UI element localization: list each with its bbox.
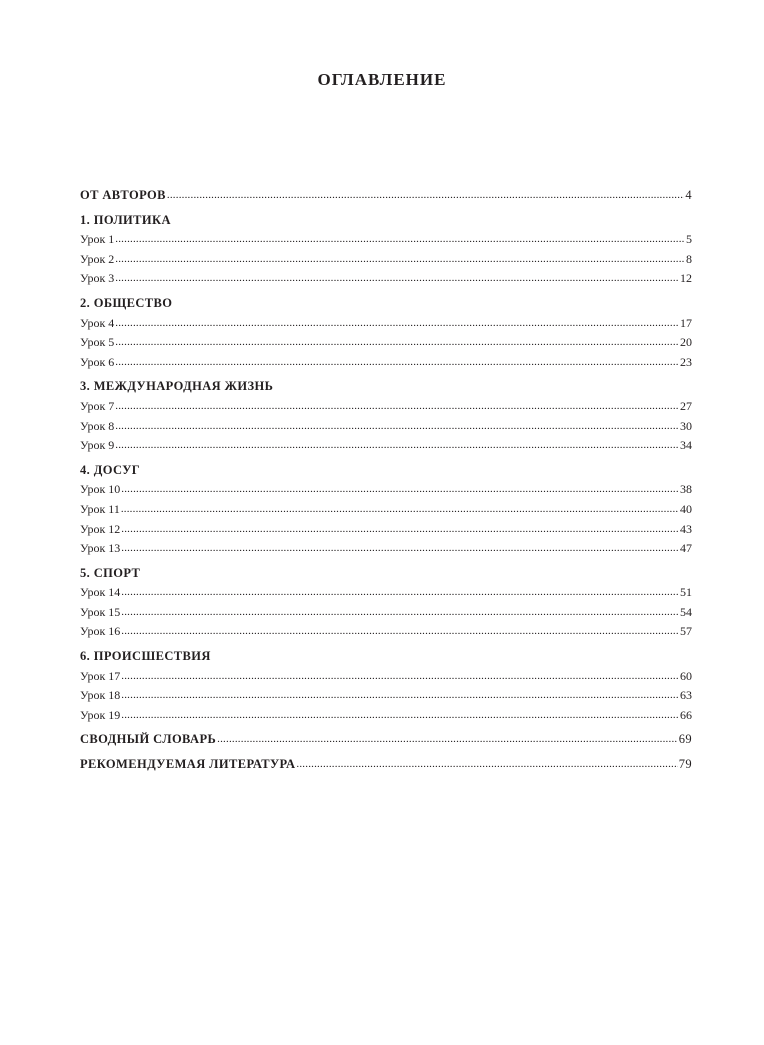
toc-entry-label: ОТ АВТОРОВ: [80, 188, 166, 202]
page-title: ОГЛАВЛЕНИЕ: [317, 70, 447, 89]
toc-lesson-label: Урок 6: [80, 354, 115, 369]
dot-leader: [121, 583, 679, 603]
toc-entry-glossary[interactable]: [80, 730, 692, 750]
toc-page-number: 54: [680, 604, 692, 619]
dot-leader: [115, 314, 679, 334]
toc-page-number: 30: [680, 418, 692, 433]
dot-leader: [115, 353, 679, 373]
toc-section-heading[interactable]: 4. ДОСУГ: [80, 462, 141, 477]
toc-section-heading[interactable]: 2. ОБЩЕСТВО: [80, 295, 173, 310]
toc-lesson-label: Урок 7: [80, 398, 115, 413]
toc-lesson-label: Урок 15: [80, 604, 121, 619]
dot-leader: [115, 417, 679, 437]
toc-lesson-entry[interactable]: [80, 353, 692, 373]
toc-lesson-label: Урок 16: [80, 624, 121, 639]
toc-lesson-entry[interactable]: [80, 706, 692, 726]
dot-leader: [167, 186, 684, 206]
dot-leader: [121, 539, 679, 559]
dot-leader: [115, 269, 679, 289]
toc-lesson-label: Урок 13: [80, 541, 121, 556]
toc-lesson-label: Урок 14: [80, 585, 121, 600]
toc-lesson-entry[interactable]: [80, 417, 692, 437]
dot-leader: [115, 250, 685, 270]
toc-lesson-label: Урок 5: [80, 335, 115, 350]
toc-section-heading[interactable]: 1. ПОЛИТИКА: [80, 212, 171, 227]
dot-leader: [121, 706, 679, 726]
toc-lesson-entry[interactable]: [80, 397, 692, 417]
toc-entry-literature[interactable]: [80, 755, 692, 775]
toc-lesson-entry[interactable]: [80, 622, 692, 642]
toc-page-number: 57: [680, 624, 692, 639]
toc-page-number: 17: [680, 315, 692, 330]
toc-lesson-label: Урок 3: [80, 271, 115, 286]
dot-leader: [121, 686, 679, 706]
toc-lesson-label: Урок 11: [80, 501, 120, 516]
toc-page-number: 27: [680, 398, 692, 413]
toc-lesson-label: Урок 19: [80, 707, 121, 722]
toc-page-number: 4: [685, 188, 692, 202]
toc-lesson-entry[interactable]: [80, 250, 692, 270]
toc-lesson-label: Урок 8: [80, 418, 115, 433]
toc-page-number: 79: [678, 757, 692, 772]
toc-lesson-entry[interactable]: [80, 539, 692, 559]
toc-lesson-entry[interactable]: [80, 500, 692, 520]
dot-leader: [115, 230, 685, 250]
dot-leader: [121, 500, 679, 520]
toc-lesson-label: Урок 12: [80, 521, 121, 536]
toc-page-number: 51: [680, 585, 692, 600]
toc-page-number: 43: [680, 521, 692, 536]
dot-leader: [121, 520, 679, 540]
toc-lesson-label: Урок 18: [80, 688, 121, 703]
toc-lesson-entry[interactable]: [80, 314, 692, 334]
dot-leader: [115, 436, 679, 456]
dot-leader: [115, 333, 679, 353]
toc-lesson-entry[interactable]: [80, 436, 692, 456]
dot-leader: [121, 622, 679, 642]
toc-entry-label: СВОДНЫЙ СЛОВАРЬ: [80, 732, 217, 747]
dot-leader: [115, 397, 679, 417]
dot-leader: [121, 480, 679, 500]
dot-leader: [217, 730, 678, 750]
table-of-contents: [80, 186, 692, 775]
toc-entry-intro[interactable]: [80, 186, 692, 206]
toc-lesson-label: Урок 2: [80, 251, 115, 266]
toc-page-number: 69: [678, 732, 692, 747]
toc-lesson-entry[interactable]: [80, 603, 692, 623]
dot-leader: [296, 755, 677, 775]
toc-page-number: 5: [686, 232, 692, 247]
toc-page-number: 38: [680, 482, 692, 497]
toc-page-number: 12: [680, 271, 692, 286]
toc-lesson-label: Урок 17: [80, 668, 121, 683]
toc-lesson-entry[interactable]: [80, 667, 692, 687]
toc-page-number: 60: [680, 668, 692, 683]
dot-leader: [121, 667, 679, 687]
toc-lesson-entry[interactable]: [80, 333, 692, 353]
toc-page-number: 40: [680, 501, 692, 516]
toc-lesson-label: Урок 9: [80, 438, 115, 453]
toc-entry-label: РЕКОМЕНДУЕМАЯ ЛИТЕРАТУРА: [80, 757, 296, 772]
toc-page-number: 20: [680, 335, 692, 350]
toc-lesson-entry[interactable]: [80, 230, 692, 250]
toc-page-number: 63: [680, 688, 692, 703]
toc-lesson-entry[interactable]: [80, 269, 692, 289]
toc-section-heading[interactable]: 6. ПРОИСШЕСТВИЯ: [80, 649, 211, 664]
toc-page-number: 47: [680, 541, 692, 556]
toc-section-heading[interactable]: 3. МЕЖДУНАРОДНАЯ ЖИЗНЬ: [80, 379, 274, 394]
toc-page-number: 8: [686, 251, 692, 266]
toc-lesson-entry[interactable]: [80, 583, 692, 603]
dot-leader: [121, 603, 679, 623]
toc-section-heading[interactable]: 5. СПОРТ: [80, 565, 141, 580]
toc-lesson-label: Урок 10: [80, 482, 121, 497]
toc-lesson-entry[interactable]: [80, 520, 692, 540]
toc-lesson-entry[interactable]: [80, 480, 692, 500]
toc-page-number: 34: [680, 438, 692, 453]
toc-lesson-label: Урок 4: [80, 315, 115, 330]
toc-page-number: 66: [680, 707, 692, 722]
toc-page-number: 23: [680, 354, 692, 369]
toc-lesson-label: Урок 1: [80, 232, 115, 247]
toc-lesson-entry[interactable]: [80, 686, 692, 706]
toc-sections: [80, 211, 692, 726]
